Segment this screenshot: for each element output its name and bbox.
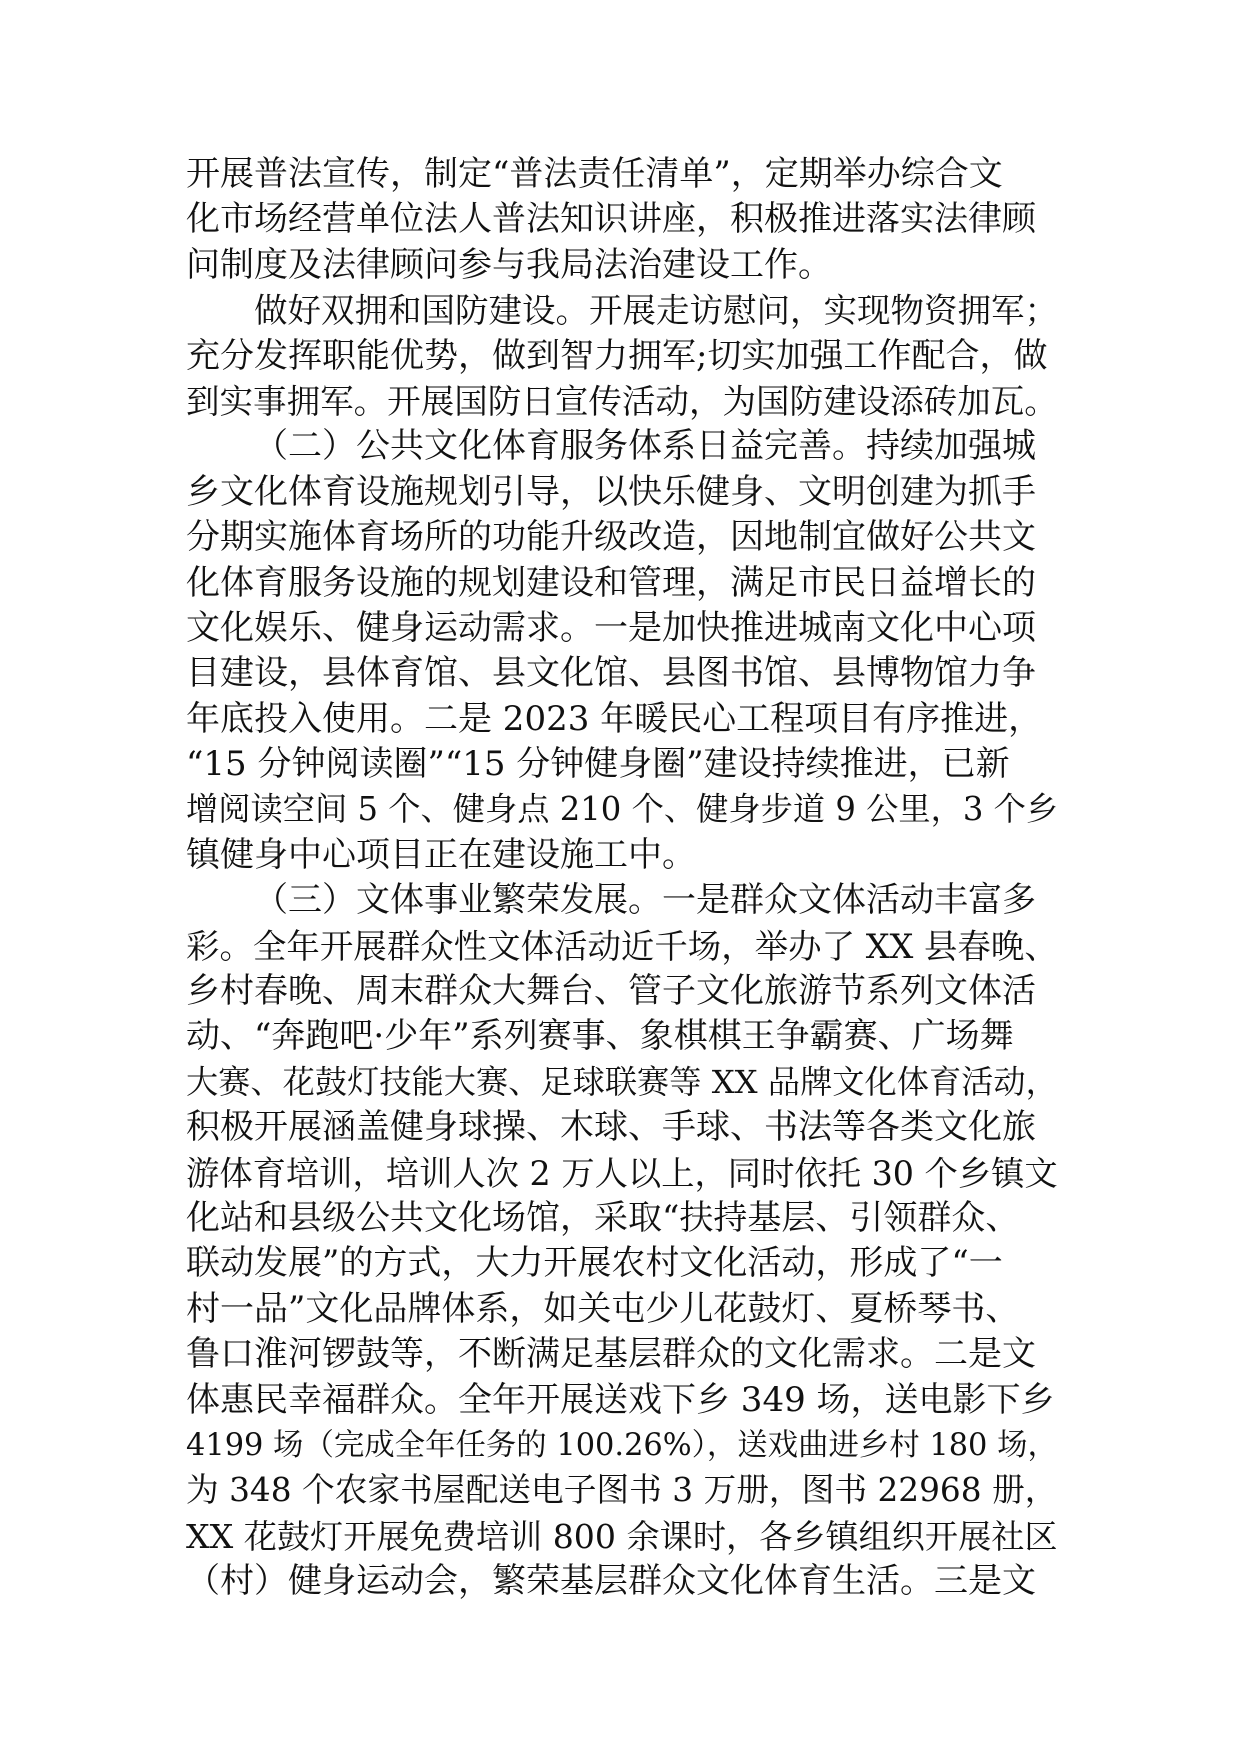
paragraph-first-line: （二）公共文化体育服务体系日益完善。持续加强城 xyxy=(254,426,1036,467)
text-line: 鲁口淮河锣鼓等，不断满足基层群众的文化需求。二是文 xyxy=(186,1334,1036,1375)
body-text xyxy=(186,152,1058,1605)
text-line: 动、“奔跑吧·少年”系列赛事、象棋棋王争霸赛、广场舞 xyxy=(186,1016,1014,1057)
text-line: 乡文化体育设施规划引导，以快乐健身、文明创建为抓手 xyxy=(186,471,1036,512)
text-line: 为 348 个农家书屋配送电子图书 3 万册，图书 22968 册， xyxy=(186,1471,1058,1510)
text-line: 彩。全年开展群众性文体活动近千场，举办了 XX 县春晚、 xyxy=(186,926,1058,966)
text-line: 年底投入使用。二是 2023 年暖民心工程项目有序推进， xyxy=(186,698,1043,739)
text-line: 村一品”文化品牌体系，如关屯少儿花鼓灯、夏桥琴书、 xyxy=(186,1288,1020,1329)
text-line: 积极开展涵盖健身球操、木球、手球、书法等各类文化旅 xyxy=(186,1107,1036,1148)
text-line: 分期实施体育场所的功能升级改造，因地制宜做好公共文 xyxy=(186,517,1036,558)
text-line: （村）健身运动会，繁荣基层群众文化体育生活。三是文 xyxy=(186,1561,1036,1602)
text-line: 目建设，县体育馆、县文化馆、县图书馆、县博物馆力争 xyxy=(186,653,1036,694)
text-line: 开展普法宣传，制定“普法责任清单”，定期举办综合文 xyxy=(186,154,1003,194)
text-line: 4199 场（完成全年任务的 100.26%），送戏曲进乡村 180 场， xyxy=(186,1427,1058,1463)
text-line: 游体育培训，培训人次 2 万人以上，同时依托 30 个乡镇文 xyxy=(186,1153,1058,1193)
text-line: 化站和县级公共文化场馆，采取“扶持基层、引领群众、 xyxy=(186,1197,1020,1238)
text-line: 镇健身中心项目正在建设施工中。 xyxy=(186,834,696,875)
text-line: 大赛、花鼓灯技能大赛、足球联赛等 XX 品牌文化体育活动， xyxy=(186,1062,1058,1101)
text-line: 化体育服务设施的规划建设和管理，满足市民日益增长的 xyxy=(186,562,1036,603)
text-line: 问制度及法律顾问参与我局法治建设工作。 xyxy=(186,244,832,285)
text-line: XX 花鼓灯开展免费培训 800 余课时，各乡镇组织开展社区 xyxy=(186,1516,1058,1556)
paragraph-first-line: 做好双拥和国防建设。开展走访慰问，实现物资拥军； xyxy=(254,291,1058,331)
text-line: “15 分钟阅读圈”“15 分钟健身圈”建设持续推进，已新 xyxy=(186,744,1010,785)
text-line: 联动发展”的方式，大力开展农村文化活动，形成了“一 xyxy=(186,1243,1003,1284)
text-line: 充分发挥职能优势，做到智力拥军;切实加强工作配合，做 xyxy=(186,335,1048,376)
paragraph-first-line: （三）文体事业繁荣发展。一是群众文体活动丰富多 xyxy=(254,880,1036,921)
text-line: 乡村春晚、周末群众大舞台、管子文化旅游节系列文体活 xyxy=(186,971,1036,1012)
text-line: 增阅读空间 5 个、健身点 210 个、健身步道 9 公里，3 个乡 xyxy=(186,790,1059,829)
text-line: 体惠民幸福群众。全年开展送戏下乡 349 场，送电影下乡 xyxy=(186,1379,1055,1420)
text-line: 文化娱乐、健身运动需求。一是加快推进城南文化中心项 xyxy=(186,607,1036,648)
text-line: 到实事拥军。开展国防日宣传活动，为国防建设添砖加瓦。 xyxy=(186,381,1058,421)
text-line: 化市场经营单位法人普法知识讲座，积极推进落实法律顾 xyxy=(186,199,1036,240)
